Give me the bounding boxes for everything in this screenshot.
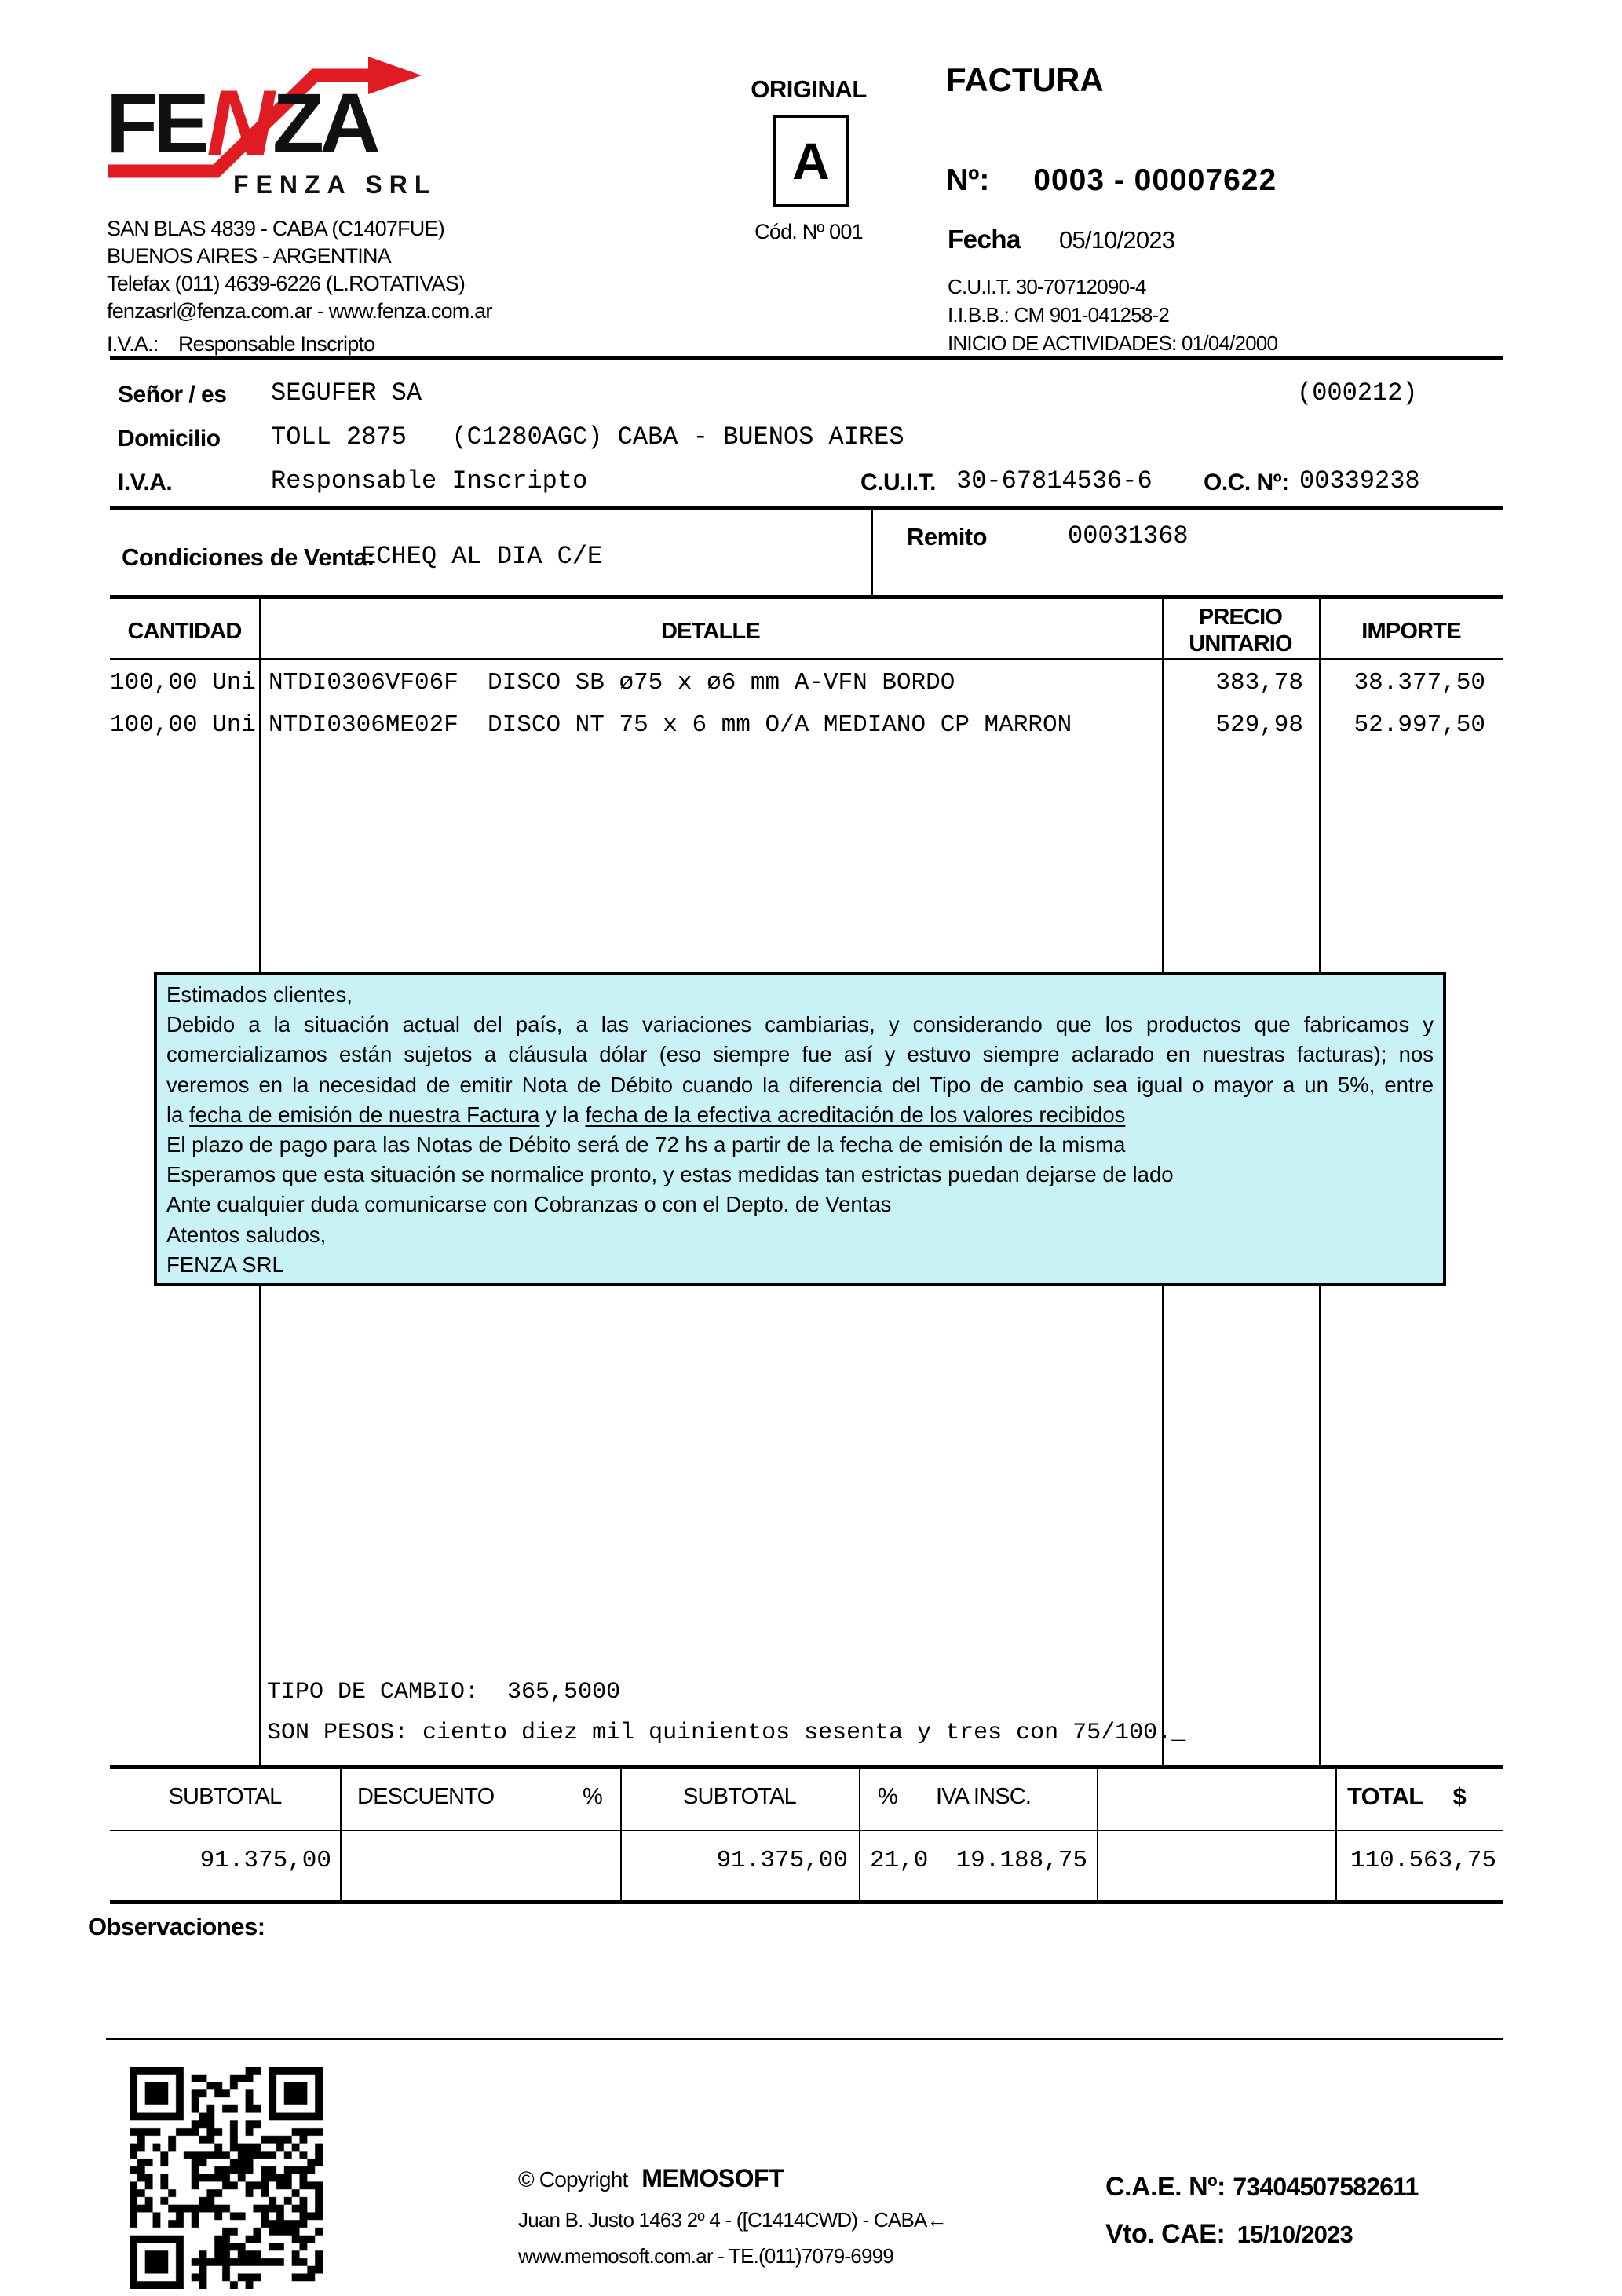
remito-separator [871,510,873,597]
notice-line: Atentos saludos, [166,1222,327,1247]
customer-cuit-label: C.U.I.T. [860,470,937,495]
notice-text: la [166,1102,190,1127]
totals-subtotal1: 91.375,00 [199,1847,331,1874]
copyright-brand: MEMOSOFT [641,2164,784,2192]
company-address-4: fenzasrl@fenza.com.ar - www.fenza.com.ar [107,299,492,323]
amount-in-words-line: SON PESOS: ciento diez mil quinientos sesenta y tres con 75/100._ [267,1720,1186,1746]
company-address-1: SAN BLAS 4839 - CABA (C1407FUE) [107,217,444,240]
row-precio: 383,78 [1215,669,1303,696]
customer-name-label: Señor / es [118,382,227,408]
totals-col-line-1 [340,1765,342,1902]
col-header-cantidad: CANTIDAD [127,619,242,644]
totals-col-line-3 [859,1765,860,1902]
notice-underlined-text: fecha de la efectiva acreditación de los valores recibidos [585,1102,1126,1127]
totals-header-underline [110,1830,1503,1831]
customer-oc: 00339238 [1299,466,1420,495]
customer-iva-label: I.V.A. [118,470,173,495]
totals-iva-pct: 21,0 [870,1847,929,1874]
logo-subtitle: FENZA SRL [233,170,436,199]
notice-line: Debido a la situación actual del país, a las variaciones cambiarias, y considerando que los productos que fabricamos y [166,1012,1434,1037]
totals-col-line-4 [1097,1765,1098,1902]
row-cantidad: 100,00 Uni [110,711,257,739]
divider-footer [106,2038,1503,2040]
qr-code [130,2067,323,2289]
sale-conditions: ECHEQ AL DIA C/E [361,542,603,571]
notice-text: y la [539,1102,586,1127]
doc-cuit: C.U.I.T. 30-70712090-4 [948,275,1146,298]
code-number-label: Cód. Nº 001 [754,220,863,243]
software-vendor-address: Juan B. Justo 1463 2º 4 - ([C1414CWD) - CABA← [518,2208,947,2232]
svg-text:FE: FE [106,75,206,170]
col-header-precio-1: PRECIO [1198,605,1283,630]
cae-number: 73404507582611 [1233,2173,1419,2201]
notice-line: comercializamos están sujetos a cláusula dólar (eso siempre fue así y estuvo siempre aclarado en nuestras facturas); nos [166,1042,1434,1067]
exchange-rate-line: TIPO DE CAMBIO: 365,5000 [267,1679,621,1706]
totals-header-total-text: TOTAL [1347,1782,1423,1810]
doc-iibb: I.I.B.B.: CM 901-041258-2 [948,303,1170,327]
row-importe: 52.997,50 [1353,711,1485,739]
col-header-importe: IMPORTE [1361,619,1461,644]
company-logo [98,52,436,213]
divider-header [110,356,1503,360]
cae-due-label: Vto. CAE: [1105,2219,1226,2249]
totals-subtotal2: 91.375,00 [716,1847,848,1874]
customer-address-label: Domicilio [118,426,221,452]
totals-col-line-5 [1335,1765,1337,1902]
totals-header-subtotal2: SUBTOTAL [682,1784,796,1809]
customer-address: TOLL 2875 (C1280AGC) CABA - BUENOS AIRES [271,422,904,452]
customer-code: (000212) [1297,378,1418,408]
notice-line: veremos en la necesidad de emitir Nota de Débito cuando la diferencia del Tipo de cambio sea igual o mayor a un 5%, entre [166,1072,1434,1097]
cae-due-line [1105,2219,1353,2250]
totals-top-border [110,1765,1503,1769]
customer-oc-label: O.C. Nº: [1204,470,1289,495]
notice-line: Esperamos que esta situación se normalice pronto, y estas medidas tan estrictas puedan dejarse de lado [166,1162,1174,1187]
totals-header-iva-pct: % [878,1784,897,1809]
software-vendor-web: www.memosoft.com.ar - TE.(011)7079-6999 [518,2244,893,2268]
fenza-logo-icon [98,52,436,213]
company-iva-label: I.V.A.: [107,332,159,356]
totals-bottom-border [110,1900,1503,1904]
doc-inicio: INICIO DE ACTIVIDADES: 01/04/2000 [948,331,1278,355]
cae-line [1105,2172,1419,2203]
company-address-2: BUENOS AIRES - ARGENTINA [107,244,391,268]
doc-date: 05/10/2023 [1059,226,1175,254]
divider-customer [110,506,1503,510]
col-header-precio-2: UNITARIO [1189,631,1292,656]
copyright-prefix: © Copyright [518,2167,628,2192]
row-importe: 38.377,50 [1353,669,1485,696]
remito-label: Remito [907,523,988,550]
doc-date-label: Fecha [948,225,1021,254]
table-top-border [110,595,1503,599]
row-detalle: NTDI0306ME02F DISCO NT 75 x 6 mm O/A MEDIANO CP MARRON [269,711,1072,739]
row-precio: 529,98 [1215,711,1303,739]
company-iva-value: Responsable Inscripto [177,332,375,356]
notice-line: El plazo de pago para las Notas de Débito será de 72 hs a partir de la fecha de emisión de la misma [166,1132,1126,1157]
customer-iva: Responsable Inscripto [271,466,588,495]
totals-header-currency: $ [1452,1782,1466,1810]
cae-label: C.A.E. Nº: [1105,2172,1226,2202]
company-iva-line [107,332,374,356]
doc-number: 0003 - 00007622 [1033,163,1277,197]
cae-due-date: 15/10/2023 [1237,2221,1353,2248]
customer-cuit: 30-67814536-6 [956,466,1153,495]
row-cantidad: 100,00 Uni [110,669,257,696]
totals-header-descuento-pct: % [583,1784,602,1809]
col-header-detalle: DETALLE [661,619,760,644]
remito-number: 00031368 [1068,521,1189,550]
invoice-letter: A [792,132,830,190]
copy-type-label: ORIGINAL [751,75,867,103]
invoice-letter-box [773,115,849,207]
notice-line [166,1100,1434,1130]
observaciones-label: Observaciones: [88,1913,265,1940]
totals-header-total [1347,1782,1466,1811]
doc-number-line [946,163,1277,198]
customer-notice-box [154,972,1446,1286]
doc-date-line [948,225,1174,254]
customer-name: SEGUFER SA [271,378,422,408]
svg-text:ZA: ZA [272,75,376,170]
company-address-3: Telefax (011) 4639-6226 (L.ROTATIVAS) [107,272,466,295]
table-header-underline [110,658,1503,660]
totals-header-iva: IVA INSC. [936,1784,1032,1809]
row-detalle: NTDI0306VF06F DISCO SB ø75 x ø6 mm A-VFN BORDO [269,669,955,696]
sale-conditions-label: Condiciones de Venta: [122,543,374,571]
totals-header-descuento: DESCUENTO [357,1784,495,1809]
svg-text:N: N [206,71,275,176]
notice-underlined-text: fecha de emisión de nuestra Factura [189,1102,540,1127]
notice-line: Estimados clientes, [166,982,353,1007]
totals-iva: 19.188,75 [955,1847,1087,1874]
doc-title: FACTURA [946,61,1104,98]
notice-line: Ante cualquier duda comunicarse con Cobranzas o con el Depto. de Ventas [166,1192,892,1217]
totals-total: 110.563,75 [1350,1847,1496,1874]
copyright-line [518,2164,784,2193]
notice-line: FENZA SRL [166,1252,284,1277]
totals-header-subtotal1: SUBTOTAL [168,1784,282,1809]
doc-number-label: Nº: [946,163,990,197]
